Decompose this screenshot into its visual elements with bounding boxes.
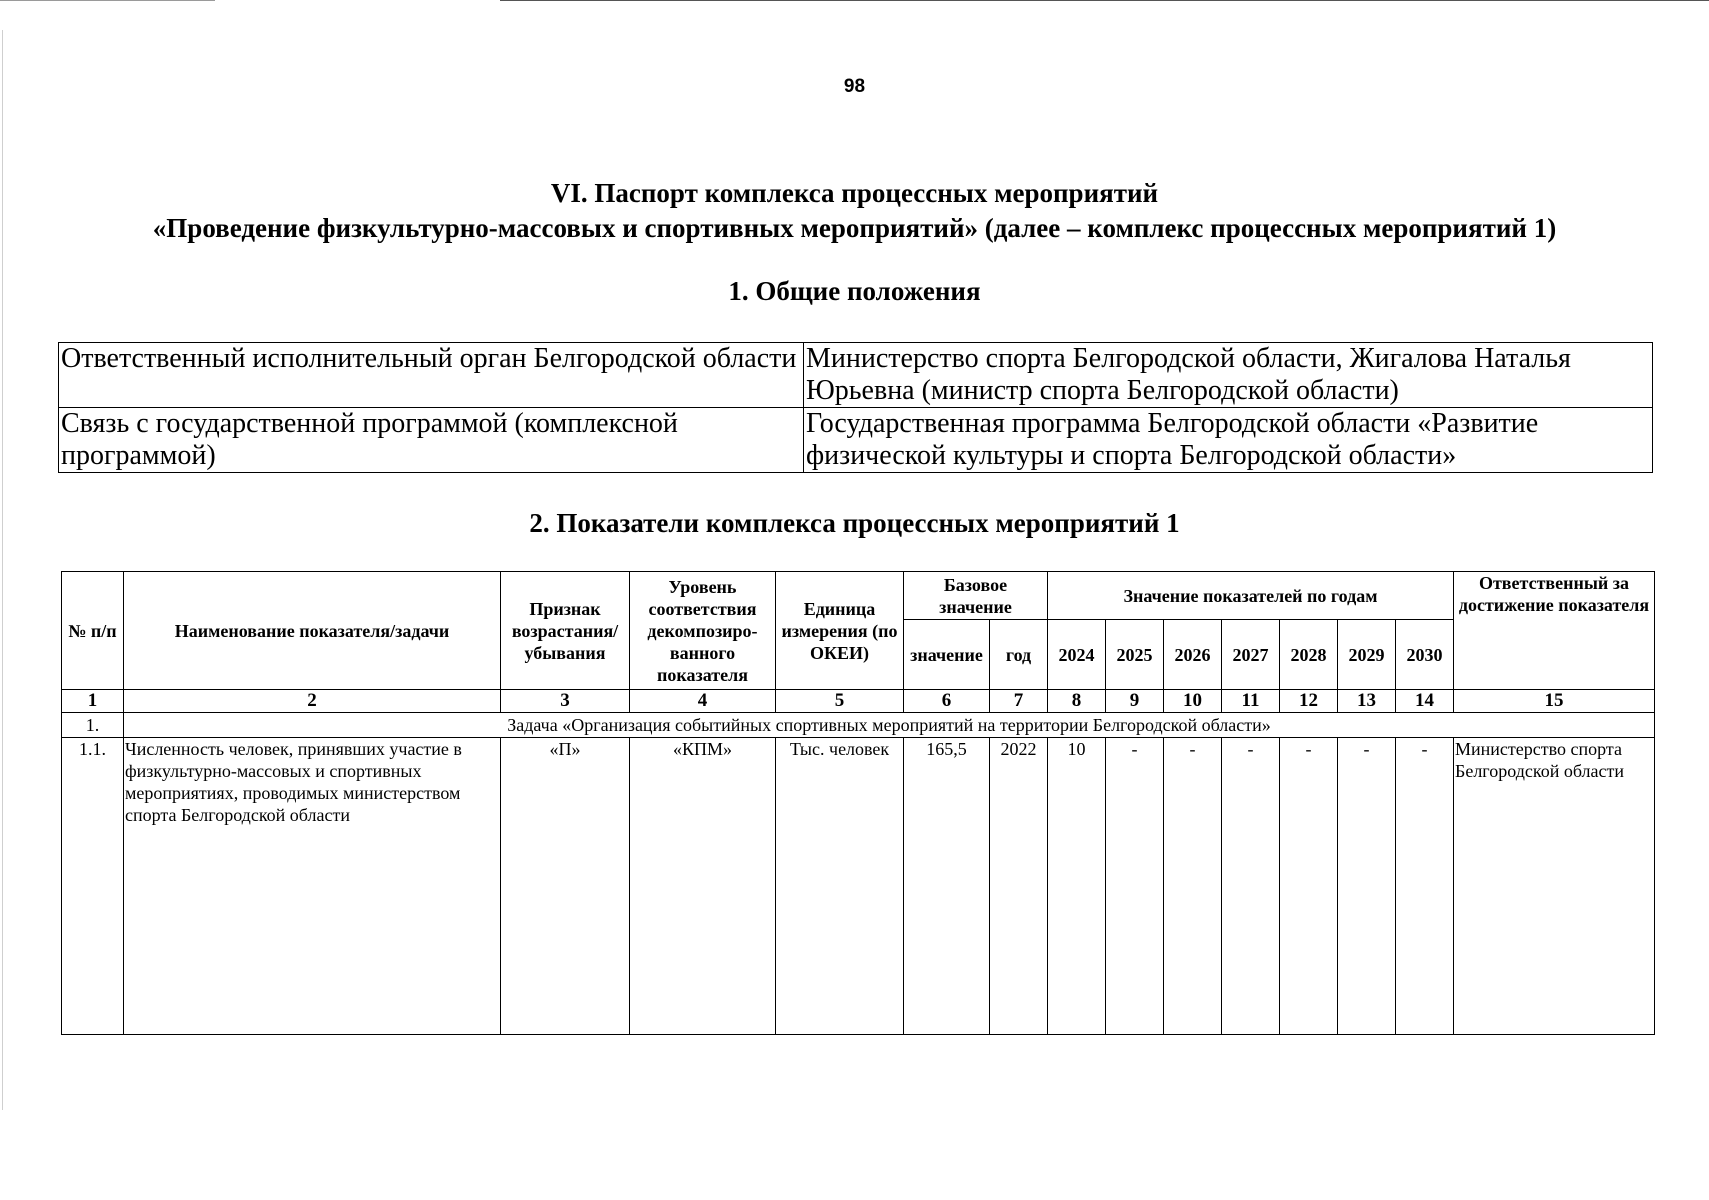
column-number: 13 (1338, 690, 1396, 713)
column-number-row (62, 690, 1655, 713)
column-number: 7 (990, 690, 1048, 713)
column-number: 6 (904, 690, 990, 713)
column-number: 15 (1454, 690, 1655, 713)
header-sign: Признак возрастания/ убывания (501, 572, 630, 690)
header-year: 2026 (1164, 620, 1222, 690)
header-by-years: Значение показателей по годам (1048, 572, 1454, 620)
column-number: 12 (1280, 690, 1338, 713)
task-row (62, 713, 1655, 738)
header-year: 2025 (1106, 620, 1164, 690)
column-number: 3 (501, 690, 630, 713)
task-number: 1. (62, 713, 124, 738)
general-info-row (59, 408, 1653, 473)
general-info-label: Связь с государственной программой (комплексной программой) (59, 408, 804, 473)
general-info-value: Государственная программа Белгородской области «Развитие физической культуры и спорта Белгородской области» (804, 408, 1653, 473)
column-number: 8 (1048, 690, 1106, 713)
top-edge-line (0, 0, 1709, 2)
top-edge-segment (0, 0, 215, 1)
indicator-responsible: Министерство спорта Белгородской области (1454, 738, 1655, 1035)
indicator-base-value: 165,5 (904, 738, 990, 1035)
header-year: 2028 (1280, 620, 1338, 690)
indicator-year-value: - (1222, 738, 1280, 1035)
column-number: 14 (1396, 690, 1454, 713)
document-title-line2: «Проведение физкультурно-массовых и спортивных мероприятий» (далее – комплекс процессных мероприятий 1) (152, 213, 1557, 243)
header-year: 2027 (1222, 620, 1280, 690)
indicator-year-value: - (1164, 738, 1222, 1035)
general-info-row (59, 343, 1653, 408)
section-title-general: 1. Общие положения (728, 276, 981, 306)
indicator-sign: «П» (501, 738, 630, 1035)
header-row-top (62, 572, 1655, 620)
indicator-level: «КПМ» (630, 738, 776, 1035)
indicator-year-value: - (1106, 738, 1164, 1035)
general-info-table (58, 342, 1653, 473)
indicator-num: 1.1. (62, 738, 124, 1035)
indicator-row (62, 738, 1655, 1035)
header-name: Наименование показателя/задачи (124, 572, 501, 690)
column-number: 2 (124, 690, 501, 713)
column-number: 9 (1106, 690, 1164, 713)
top-edge-segment (500, 0, 1709, 1)
column-number: 1 (62, 690, 124, 713)
column-number: 11 (1222, 690, 1280, 713)
document-title-line1: VI. Паспорт комплекса процессных мероприятий (550, 178, 1159, 208)
task-text: Задача «Организация событийных спортивных мероприятий на территории Белгородской области» (124, 713, 1655, 738)
indicators-table (61, 571, 1655, 1035)
header-num: № п/п (62, 572, 124, 690)
column-number: 10 (1164, 690, 1222, 713)
general-info-label: Ответственный исполнительный орган Белгородской области (59, 343, 804, 408)
section-title-indicators: 2. Показатели комплекса процессных мероприятий 1 (529, 508, 1180, 538)
column-number: 4 (630, 690, 776, 713)
header-year: 2029 (1338, 620, 1396, 690)
header-year: 2024 (1048, 620, 1106, 690)
indicator-year-value: - (1338, 738, 1396, 1035)
indicator-year-value: - (1396, 738, 1454, 1035)
indicator-base-year: 2022 (990, 738, 1048, 1035)
header-base-year: год (990, 620, 1048, 690)
indicator-year-value: - (1280, 738, 1338, 1035)
header-year: 2030 (1396, 620, 1454, 690)
indicator-year-value: 10 (1048, 738, 1106, 1035)
header-level: Уровень соответствия декомпозиро-ванного показателя (630, 572, 776, 690)
header-unit: Единица измерения (по ОКЕИ) (776, 572, 904, 690)
column-number: 5 (776, 690, 904, 713)
indicator-unit: Тыс. человек (776, 738, 904, 1035)
header-base: Базовое значение (904, 572, 1048, 620)
header-responsible: Ответственный за достижение показателя (1454, 572, 1655, 690)
general-info-value: Министерство спорта Белгородской области, Жигалова Наталья Юрьевна (министр спорта Белгородской области) (804, 343, 1653, 408)
indicator-name: Численность человек, принявших участие в физкультурно-массовых и спортивных мероприятиях, проводимых министерством спорта Белгородской области (124, 738, 501, 1035)
page-number: 98 (843, 76, 866, 97)
header-base-value: значение (904, 620, 990, 690)
